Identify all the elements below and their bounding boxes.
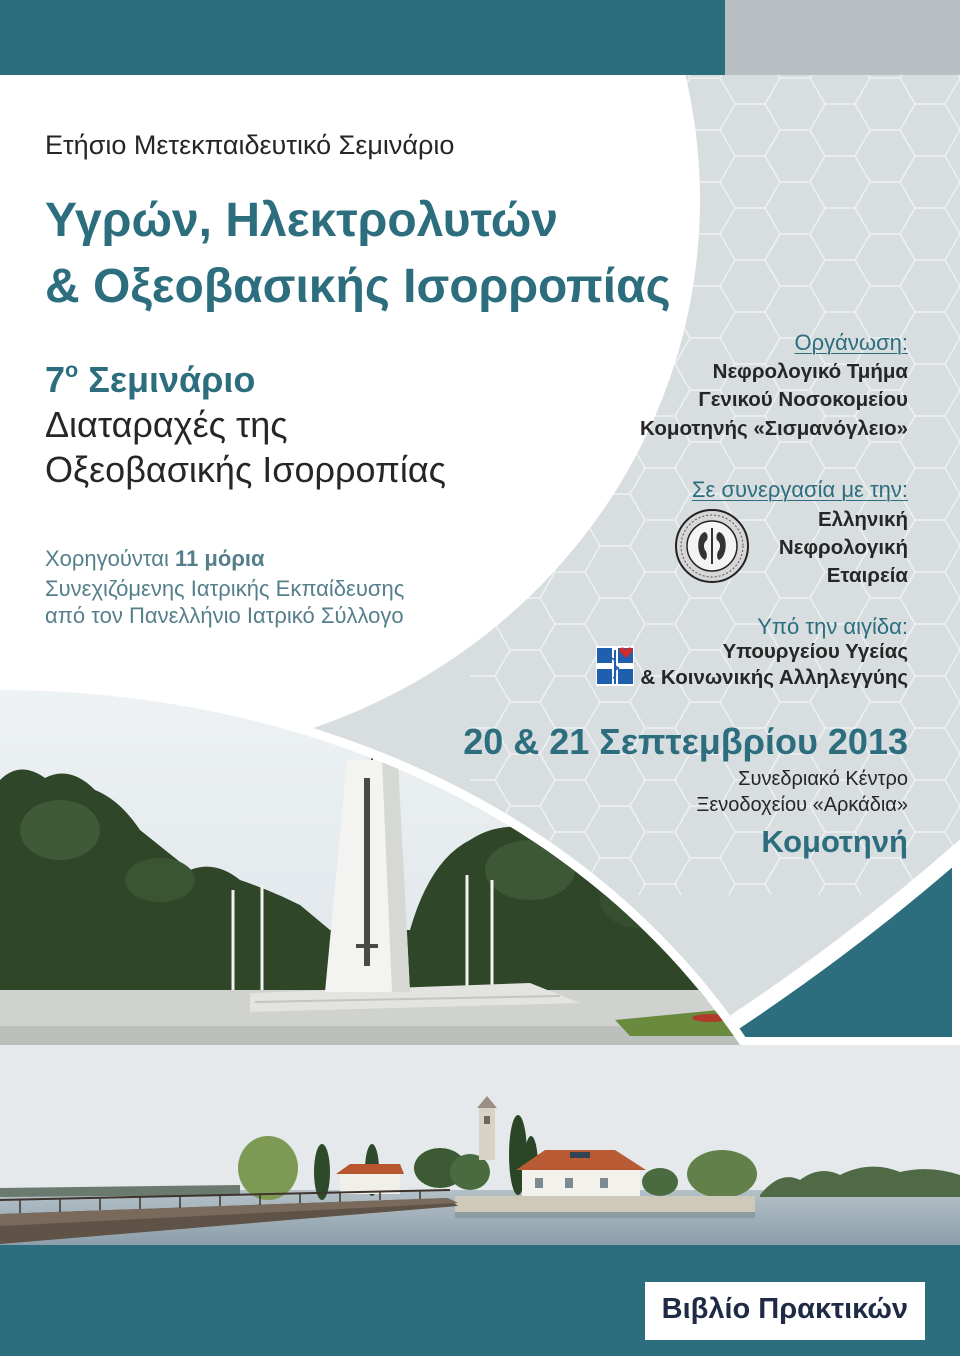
- auspices-line-1: Υπουργείου Υγείας: [722, 640, 908, 663]
- venue-line-1: Συνεδριακό Κέντρο: [738, 768, 908, 790]
- organization-line-3: Κομοτηνής «Σισμανόγλειο»: [640, 417, 908, 440]
- organization-line-2: Γενικού Νοσοκομείου: [698, 388, 908, 411]
- venue-line-2: Ξενοδοχείου «Αρκάδια»: [696, 794, 908, 816]
- island-photo: [0, 1045, 960, 1245]
- auspices-heading: Υπό την αιγίδα:: [757, 614, 908, 639]
- collaboration-heading: Σε συνεργασία με την:: [691, 477, 908, 502]
- seminar-number: 7: [45, 359, 66, 401]
- organization-heading: Οργάνωση:: [794, 330, 908, 355]
- credits-line-3: από τον Πανελλήνιο Ιατρικό Σύλλογο: [45, 603, 404, 628]
- seminar-series-label: Ετήσιο Μετεκπαιδευτικό Σεμινάριο: [45, 130, 455, 160]
- event-dates: 20 & 21 Σεπτεμβρίου 2013: [463, 721, 908, 762]
- seminar-ordinal-suffix: ο: [65, 357, 79, 382]
- seminar-topic-line-1: Διαταραχές της: [45, 404, 288, 445]
- title-line-2: & Οξεοβασικής Ισορροπίας: [45, 260, 671, 313]
- auspices-line-2: & Κοινωνικής Αλληλεγγύης: [640, 666, 908, 689]
- collaboration-line-2: Νεφρολογική: [778, 536, 908, 559]
- ministry-of-health-logo-icon: [596, 646, 634, 686]
- footer-label: Βιβλίο Πρακτικών: [661, 1293, 908, 1325]
- top-band-grey: [725, 0, 960, 75]
- title-line-1: Υγρών, Ηλεκτρολυτών: [45, 194, 558, 247]
- seminar-number-heading: [45, 358, 255, 401]
- collaboration-line-3: Εταιρεία: [826, 564, 908, 587]
- seminar-label: Σεμινάριο: [88, 359, 256, 401]
- monument-sword: [364, 778, 370, 966]
- seminar-topic-line-2: Οξεοβασικής Ισορροπίας: [45, 449, 447, 490]
- credits-points: 11 μόρια: [175, 546, 265, 571]
- credits-line-2: Συνεχιζόμενης Ιατρικής Εκπαίδευσης: [45, 576, 405, 601]
- nephrology-society-seal-icon: [674, 508, 750, 584]
- event-city: Κομοτηνή: [761, 824, 908, 859]
- organization-line-1: Νεφρολογικό Τμήμα: [712, 360, 908, 383]
- collaboration-line-1: Ελληνική: [817, 508, 908, 531]
- credits-prefix: Χορηγούνται: [45, 546, 169, 571]
- church-tower: [479, 1108, 495, 1160]
- top-band-teal: [0, 0, 725, 75]
- credits-line-1: [45, 546, 265, 571]
